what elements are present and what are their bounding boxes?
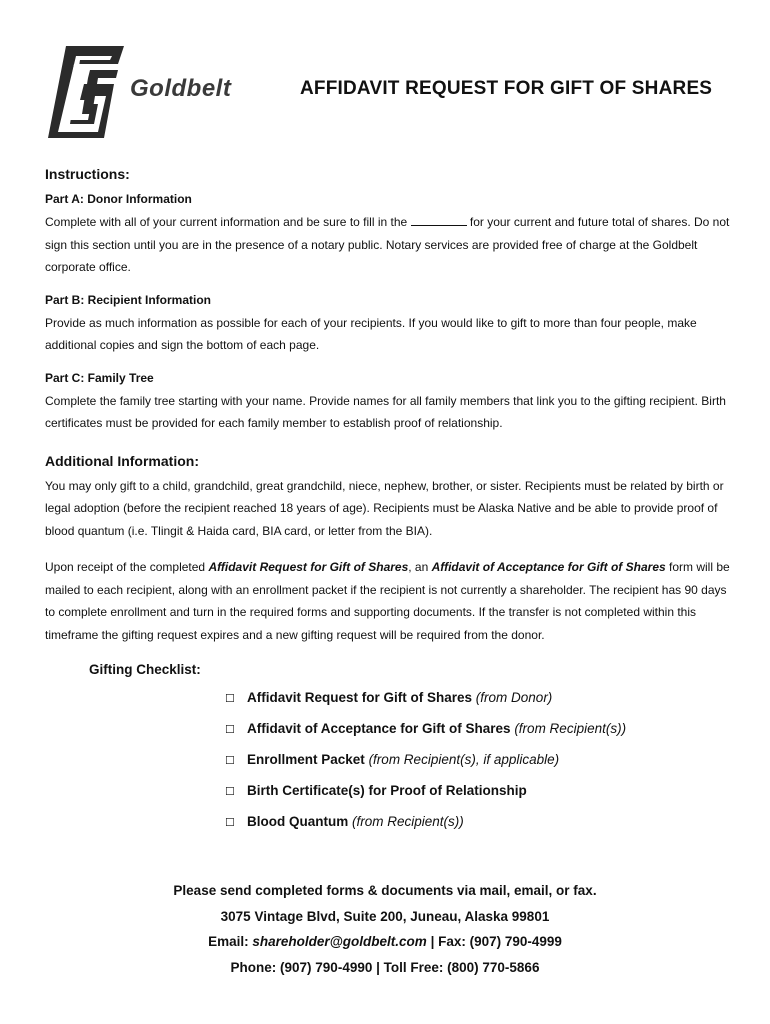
part-a-text-end: for your current and future total of shares. Do not sign this section until you are in the presence of a notary public. Notary services are provided free of charge at the Goldbelt corporate office.	[45, 215, 730, 274]
para2-end: form will be mailed to each recipient, along with an enrollment packet if the recipient is not currently a shareholder. The recipient has 90 days to complete enrollment and turn in the required forms and supporting documents. If the transfer is not completed within this timeframe the gifting request expires and a new gifting request will be required from the donor.	[45, 560, 730, 642]
page-title: AFFIDAVIT REQUEST FOR GIFT OF SHARES	[300, 78, 713, 99]
instructions-heading: Instructions:	[45, 166, 130, 182]
part-a-heading: Part A: Donor Information	[45, 192, 192, 206]
mailing-address: 3075 Vintage Blvd, Suite 200, Juneau, Alaska 99801	[220, 908, 550, 924]
part-b-text: Provide as much information as possible for each of your recipients. If you would like to gift to more than four people, make additional copies and sign the bottom of each page.	[45, 315, 697, 352]
checklist-item-note: (from Recipient(s))	[514, 721, 627, 736]
goldbelt-logo	[44, 44, 254, 140]
checklist-heading: Gifting Checklist:	[89, 662, 201, 677]
checklist-item	[225, 776, 730, 807]
additional-info-para2	[45, 556, 730, 646]
part-a-text	[45, 211, 730, 279]
checklist-item-label: Blood Quantum	[247, 814, 349, 829]
checkbox-icon[interactable]: ☐	[225, 817, 235, 829]
email-fax-line	[0, 929, 770, 955]
checkbox-icon[interactable]: ☐	[225, 724, 235, 736]
gifting-checklist	[45, 662, 730, 838]
additional-info-para1: You may only gift to a child, grandchild, great grandchild, niece, nephew, brother, or sister. Recipients must be related by birth or legal adoption (before the recipient reached 18 years of age). Recipients must be Alaska Native and be able to provide proof of blood quantum (i.e. Tlingit & Haida card, BIA card, or letter from the BIA).	[45, 478, 724, 538]
part-a-section	[45, 192, 730, 279]
checklist-item	[225, 807, 730, 838]
send-instructions: Please send completed forms & documents via mail, email, or fax.	[173, 883, 597, 898]
para2-mid: , an	[408, 560, 429, 574]
contact-footer	[0, 878, 770, 980]
checkbox-icon[interactable]: ☐	[225, 693, 235, 705]
para2-doc-acceptance: Affidavit of Acceptance for Gift of Shares	[431, 560, 666, 574]
additional-info-heading: Additional Information:	[45, 452, 199, 469]
email-link[interactable]: shareholder@goldbelt.com	[252, 934, 427, 949]
checklist-item-note: (from Recipient(s))	[352, 814, 464, 829]
checklist-item	[225, 714, 730, 745]
checkbox-icon[interactable]: ☐	[225, 786, 235, 798]
part-c-text: Complete the family tree starting with your name. Provide names for all family members that link you to the gifting recipient. Birth certificates must be provided for each family member to establish proof of relationship.	[45, 393, 726, 430]
checklist-item	[225, 745, 730, 776]
part-b-section	[45, 293, 730, 357]
para2-start: Upon receipt of the completed	[45, 560, 206, 574]
part-b-heading: Part B: Recipient Information	[45, 292, 212, 307]
part-c-section	[45, 371, 730, 435]
document-body	[45, 166, 730, 838]
checklist-item-label: Affidavit Request for Gift of Shares	[247, 690, 473, 705]
para2-doc-request: Affidavit Request for Gift of Shares	[208, 560, 409, 574]
fill-in-blank	[411, 224, 467, 226]
checklist-item-note: (from Recipient(s), if applicable)	[368, 752, 560, 767]
part-c-heading: Part C: Family Tree	[45, 370, 154, 385]
fax-number: | Fax: (907) 790-4999	[430, 934, 562, 949]
checklist-item-label: Enrollment Packet	[247, 752, 365, 767]
logo-wordmark: Goldbelt	[130, 75, 232, 102]
checklist-item-note: (from Donor)	[475, 690, 553, 705]
checkbox-icon[interactable]: ☐	[225, 755, 235, 767]
goldbelt-g-mark-icon	[44, 44, 128, 140]
document-header	[44, 44, 734, 144]
part-a-text-start: Complete with all of your current information and be sure to fill in the	[45, 215, 408, 229]
checklist-item-label: Birth Certificate(s) for Proof of Relationship	[247, 783, 527, 798]
phone-line: Phone: (907) 790-4990 | Toll Free: (800) 770-5866	[230, 959, 540, 975]
checklist-item-label: Affidavit of Acceptance for Gift of Shares	[247, 721, 511, 736]
email-label: Email:	[208, 934, 249, 949]
checklist-item	[225, 683, 730, 714]
